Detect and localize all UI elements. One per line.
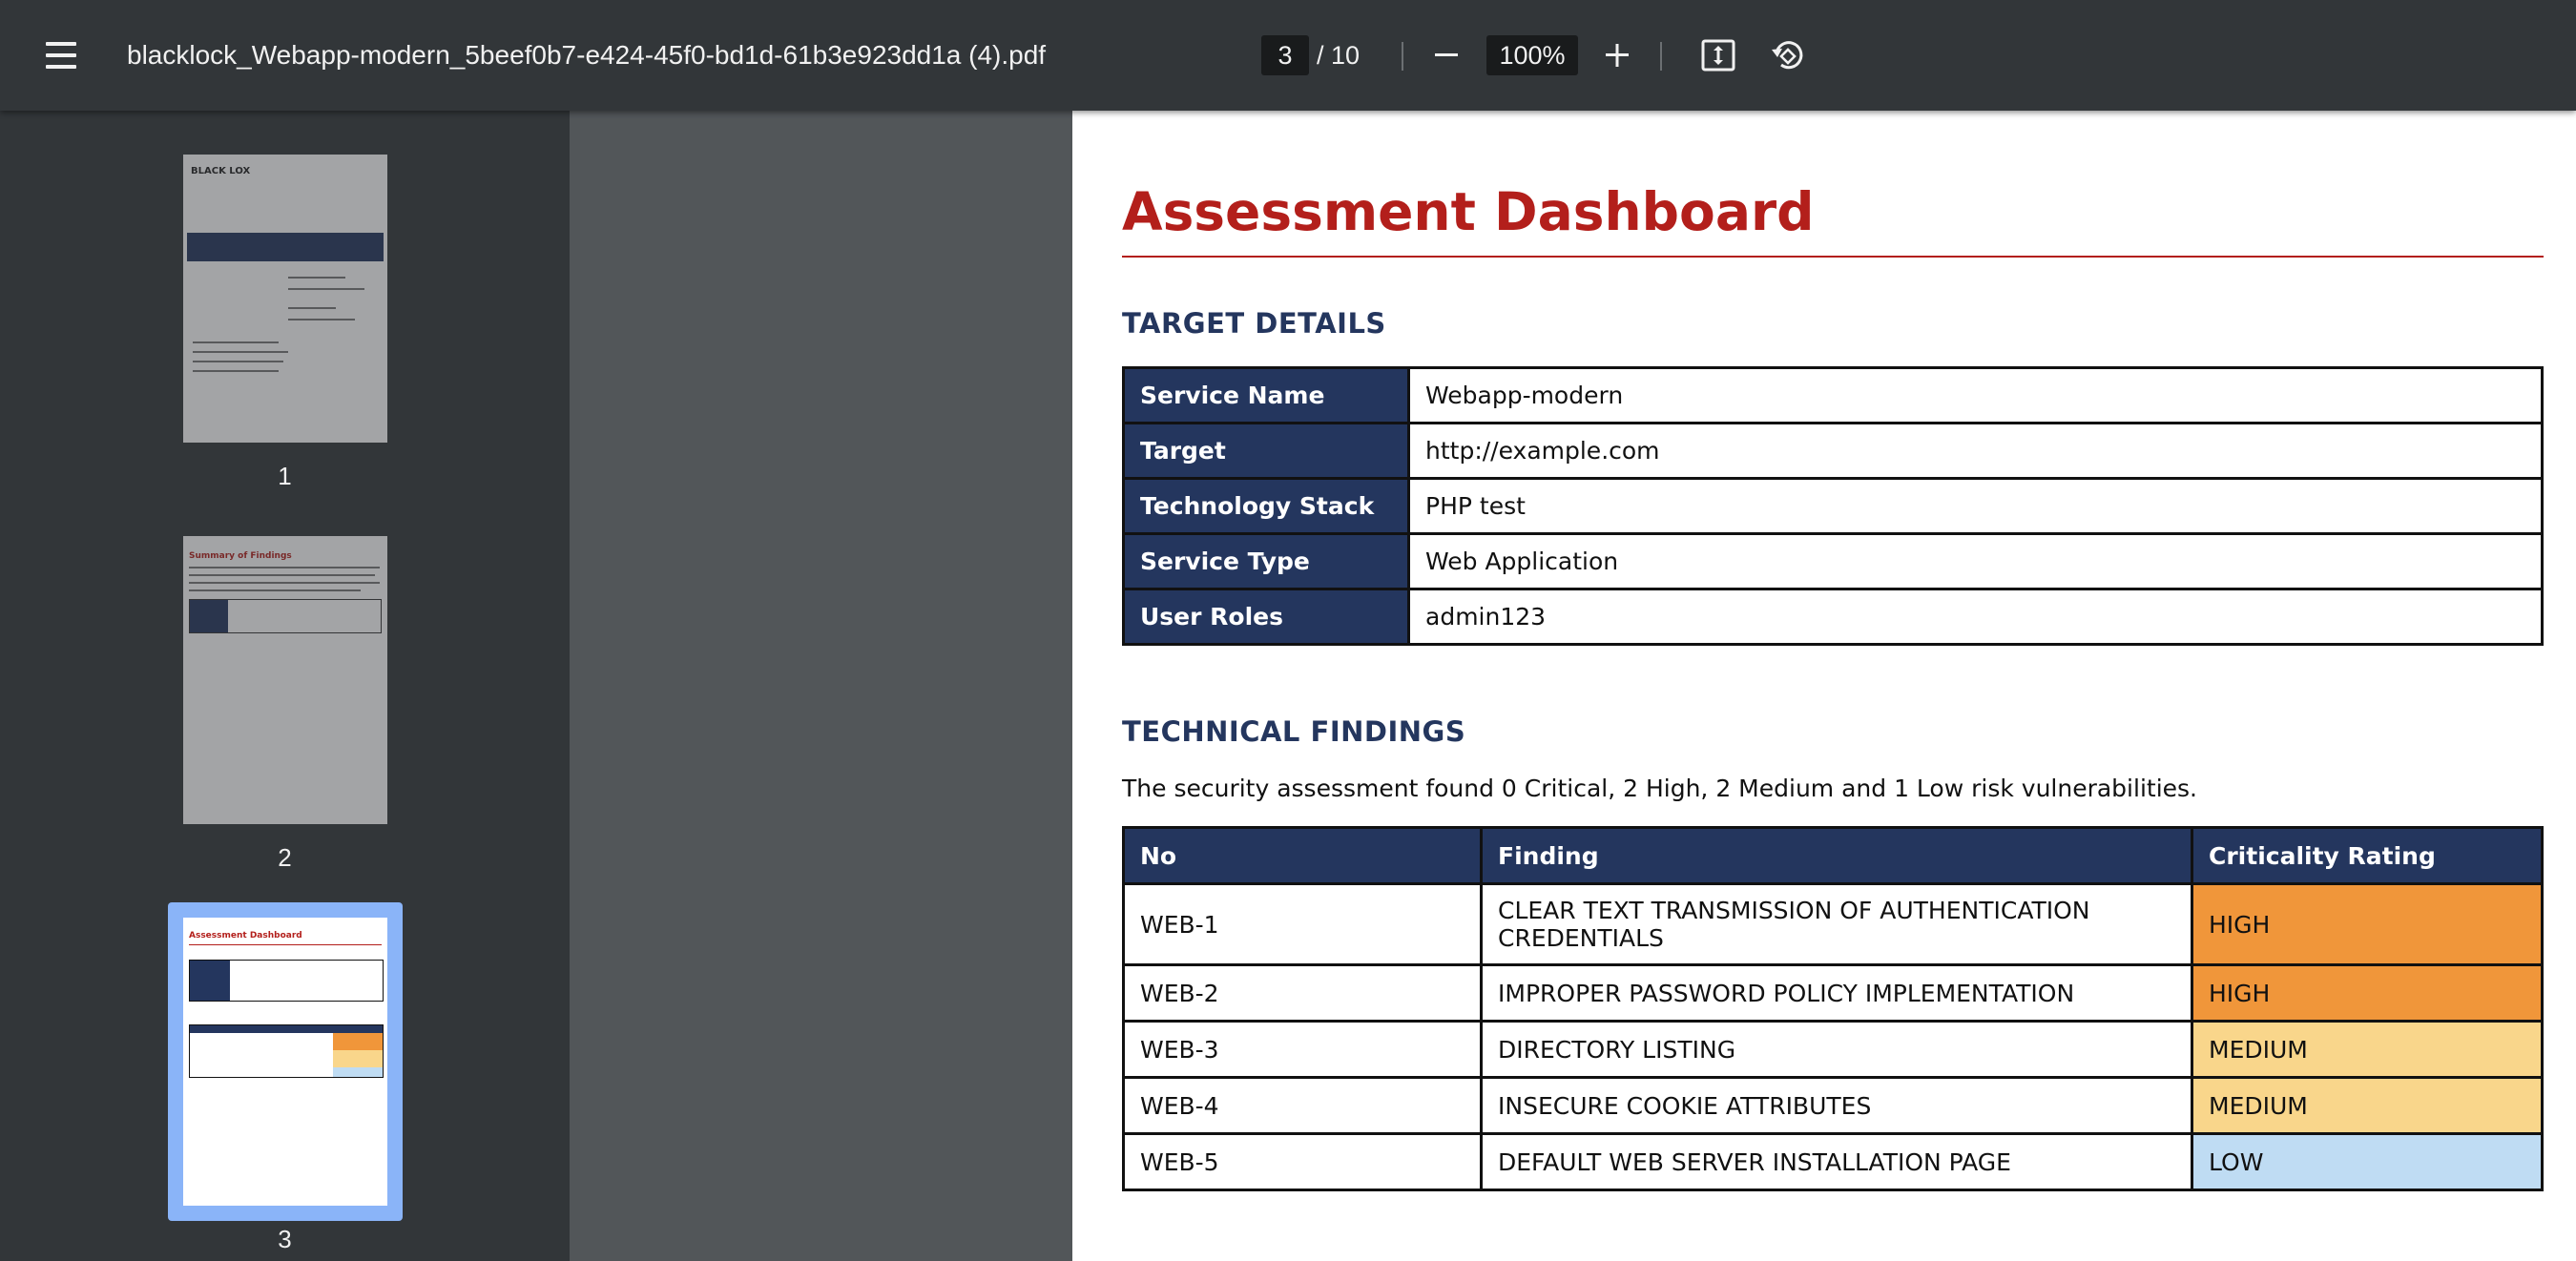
criticality-rating: MEDIUM <box>2192 1078 2543 1134</box>
toolbar-divider <box>1660 42 1662 71</box>
thumbnail-page-number: 2 <box>278 843 292 872</box>
table-row <box>1124 884 2543 965</box>
toolbar-divider <box>1402 42 1403 71</box>
column-header-criticality: Criticality Rating <box>2192 828 2543 884</box>
pdf-toolbar <box>0 0 2576 111</box>
finding-title: CLEAR TEXT TRANSMISSION OF AUTHENTICATION CREDENTIALS <box>1482 884 2192 965</box>
zoom-out-icon[interactable] <box>1423 32 1469 78</box>
finding-title: DIRECTORY LISTING <box>1482 1022 2192 1078</box>
document-title: blacklock_Webapp-modern_5beef0b7-e424-45f0-bd1d-61b3e923dd1a (4).pdf <box>127 40 1047 70</box>
detail-value: Web Application <box>1409 534 2543 589</box>
column-header-finding: Finding <box>1482 828 2192 884</box>
finding-id: WEB-1 <box>1124 884 1482 965</box>
thumbnail-table <box>189 1024 384 1078</box>
finding-id: WEB-3 <box>1124 1022 1482 1078</box>
detail-key: Technology Stack <box>1124 479 1409 534</box>
page-title: Assessment Dashboard <box>1122 181 1815 242</box>
target-details-table <box>1122 366 2544 646</box>
page-number-input[interactable]: 3 <box>1261 35 1309 75</box>
criticality-rating: MEDIUM <box>2192 1022 2543 1078</box>
criticality-rating: LOW <box>2192 1134 2543 1190</box>
finding-title: INSECURE COOKIE ATTRIBUTES <box>1482 1078 2192 1134</box>
table-row <box>1124 1134 2543 1190</box>
zoom-level-input[interactable]: 100% <box>1486 35 1578 75</box>
column-header-no: No <box>1124 828 1482 884</box>
thumbnail-page-number: 1 <box>278 462 292 490</box>
title-rule <box>1122 256 2544 258</box>
pdf-page <box>1072 111 2576 1261</box>
thumbnail-page-number: 3 <box>278 1225 292 1253</box>
technical-findings-heading: TECHNICAL FINDINGS <box>1122 715 1466 748</box>
detail-value: http://example.com <box>1409 424 2543 479</box>
thumbnail-sidebar <box>0 111 570 1261</box>
detail-value: admin123 <box>1409 589 2543 645</box>
table-row <box>1124 479 2543 534</box>
rotate-icon[interactable] <box>1764 32 1810 78</box>
table-row <box>1124 534 2543 589</box>
detail-value: Webapp-modern <box>1409 368 2543 424</box>
table-row <box>1124 965 2543 1022</box>
page-total: / 10 <box>1317 41 1361 70</box>
thumbnail-heading: Assessment Dashboard <box>189 931 302 941</box>
criticality-rating: HIGH <box>2192 965 2543 1022</box>
detail-key: User Roles <box>1124 589 1409 645</box>
criticality-rating: HIGH <box>2192 884 2543 965</box>
thumbnail-heading: Summary of Findings <box>189 551 292 561</box>
findings-table <box>1122 826 2544 1191</box>
detail-key: Target <box>1124 424 1409 479</box>
thumbnail-page-3[interactable] <box>183 918 387 1206</box>
finding-title: IMPROPER PASSWORD POLICY IMPLEMENTATION <box>1482 965 2192 1022</box>
thumbnail-page-1[interactable] <box>183 155 387 443</box>
target-details-heading: TARGET DETAILS <box>1122 307 1386 340</box>
thumbnail-table <box>189 599 382 633</box>
table-row <box>1124 1022 2543 1078</box>
table-row <box>1124 368 2543 424</box>
thumbnail-brand: BLACK LOX <box>191 166 251 176</box>
thumbnail-banner <box>187 233 384 261</box>
detail-value: PHP test <box>1409 479 2543 534</box>
table-row <box>1124 424 2543 479</box>
thumbnail-page-2[interactable] <box>183 536 387 824</box>
detail-key: Service Type <box>1124 534 1409 589</box>
findings-summary: The security assessment found 0 Critical, 2 High, 2 Medium and 1 Low risk vulnerabilities. <box>1122 775 2197 802</box>
finding-id: WEB-4 <box>1124 1078 1482 1134</box>
finding-id: WEB-5 <box>1124 1134 1482 1190</box>
table-row <box>1124 589 2543 645</box>
finding-title: DEFAULT WEB SERVER INSTALLATION PAGE <box>1482 1134 2192 1190</box>
table-header-row <box>1124 828 2543 884</box>
finding-id: WEB-2 <box>1124 965 1482 1022</box>
menu-icon[interactable] <box>42 36 84 74</box>
table-row <box>1124 1078 2543 1134</box>
zoom-in-icon[interactable] <box>1594 32 1640 78</box>
fit-to-page-icon[interactable] <box>1695 32 1741 78</box>
thumbnail-table <box>189 960 384 1002</box>
detail-key: Service Name <box>1124 368 1409 424</box>
